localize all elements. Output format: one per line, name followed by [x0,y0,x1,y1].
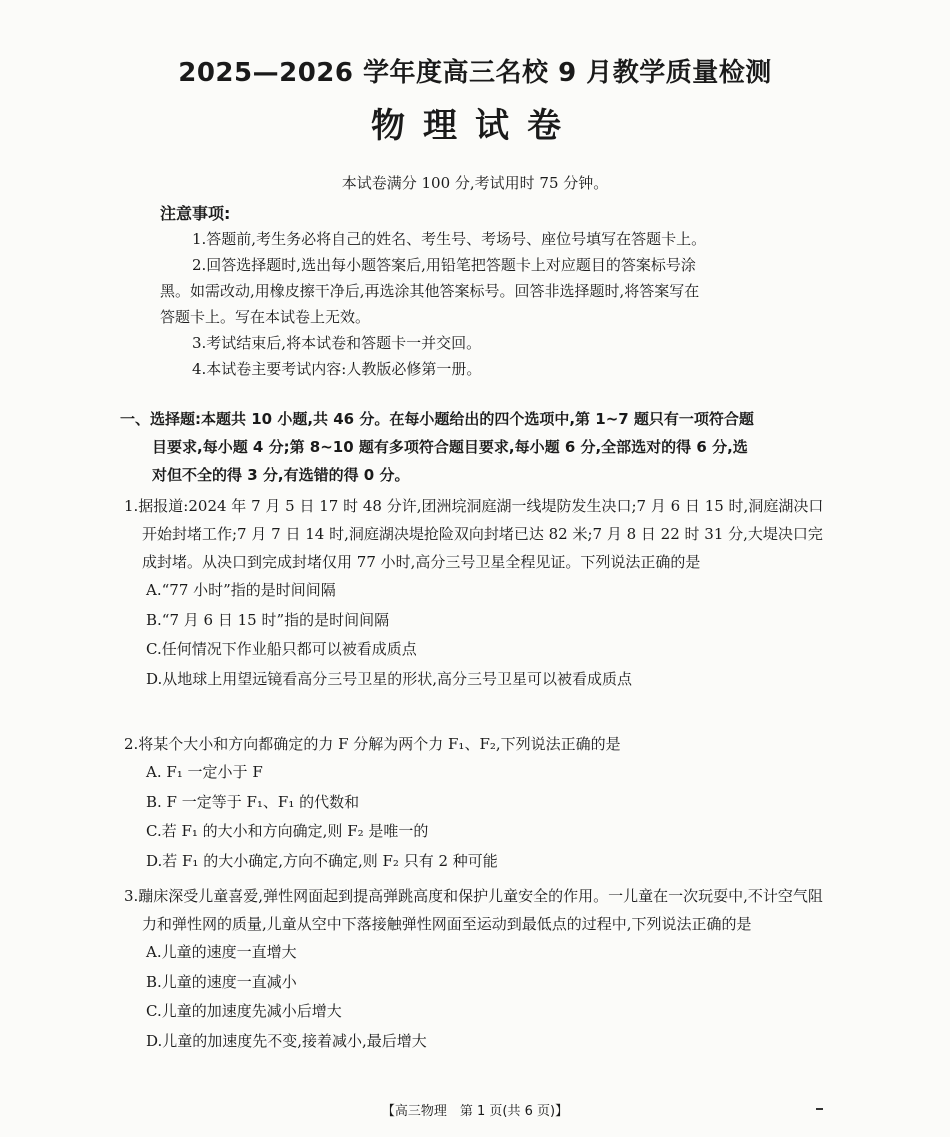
exam-title: 2025—2026 学年度高三名校 9 月教学质量检测 [178,58,772,88]
page-footer: 【高三物理 第 1 页(共 6 页)】 [381,1104,569,1119]
option-c: C.任何情况下作业船只都可以被看成质点 [146,640,417,658]
section-heading [120,405,830,489]
option-b: B.“7 月 6 日 15 时”指的是时间间隔 [146,610,390,629]
option-a: A.“77 小时”指的是时间间隔 [146,581,336,599]
option-c: C.儿童的加速度先减小后增大 [146,1002,342,1020]
section-line: 一、选择题:本题共 10 小题,共 46 分。在每小题给出的四个选项中,第 1~7 题只有一项符合题 [120,410,754,428]
section-line: 对但不全的得 3 分,有选错的得 0 分。 [152,466,410,484]
notice-item: 4.本试卷主要考试内容:人教版必修第一册。 [192,360,482,378]
notice-list [160,226,800,382]
notice-item: 1.答题前,考生务必将自己的姓名、考生号、考场号、座位号填写在答题卡上。 [192,230,707,248]
notice-item: 黑。如需改动,用橡皮擦干净后,再选涂其他答案标号。回答非选择题时,将答案写在 [160,282,700,300]
option-a: A.儿童的速度一直增大 [146,943,297,961]
option-d: D.儿童的加速度先不变,接着减小,最后增大 [146,1031,427,1050]
question-stem: 3.蹦床深受儿童喜爱,弹性网面起到提高弹跳高度和保护儿童安全的作用。一儿童在一次玩耍中,不计空气阻力和弹性网的质量,儿童从空中下落接触弹性网面至运动到最低点的过程中,下列说法正确的是 [124,887,823,933]
corner-mark [816,1108,823,1110]
option-b: B.儿童的速度一直减小 [146,972,297,991]
option-a: A. F₁ 一定小于 F [146,763,263,781]
option-d: D.从地球上用望远镜看高分三号卫星的形状,高分三号卫星可以被看成质点 [146,669,633,688]
question-1 [124,492,828,694]
exam-subject-title: 物理试卷 [371,106,579,146]
option-d: D.若 F₁ 的大小确定,方向不确定,则 F₂ 只有 2 种可能 [146,851,498,870]
question-3 [124,882,828,1056]
question-stem: 2.将某个大小和方向都确定的力 F 分解为两个力 F₁、F₂,下列说法正确的是 [124,735,621,753]
notice-item: 2.回答选择题时,选出每小题答案后,用铅笔把答题卡上对应题目的答案标号涂 [192,256,696,274]
notice-item: 3.考试结束后,将本试卷和答题卡一并交回。 [192,334,482,352]
option-c: C.若 F₁ 的大小和方向确定,则 F₂ 是唯一的 [146,822,429,840]
exam-intro: 本试卷满分 100 分,考试用时 75 分钟。 [341,174,609,192]
notice-item: 答题卡上。写在本试卷上无效。 [160,308,371,326]
option-b: B. F 一定等于 F₁、F₁ 的代数和 [146,792,360,811]
question-stem: 1.据报道:2024 年 7 月 5 日 17 时 48 分许,团洲垸洞庭湖一线堤防发生决口;7 月 6 日 15 时,洞庭湖决口开始封堵工作;7 月 7 日 14 时,洞庭湖决堤抢险双向封堵已达 82 米;7 月 8 日 22 时 31 分,大堤决口完成封堵。从决口到完成封堵仅用 77 小时,高分三号卫星全程见证。下列说法正确的是 [124,497,824,571]
notice-heading: 注意事项: [160,204,231,223]
section-line: 目要求,每小题 4 分;第 8~10 题有多项符合题目要求,每小题 6 分,全部选对的得 6 分,选 [152,438,748,456]
question-2 [124,730,828,876]
